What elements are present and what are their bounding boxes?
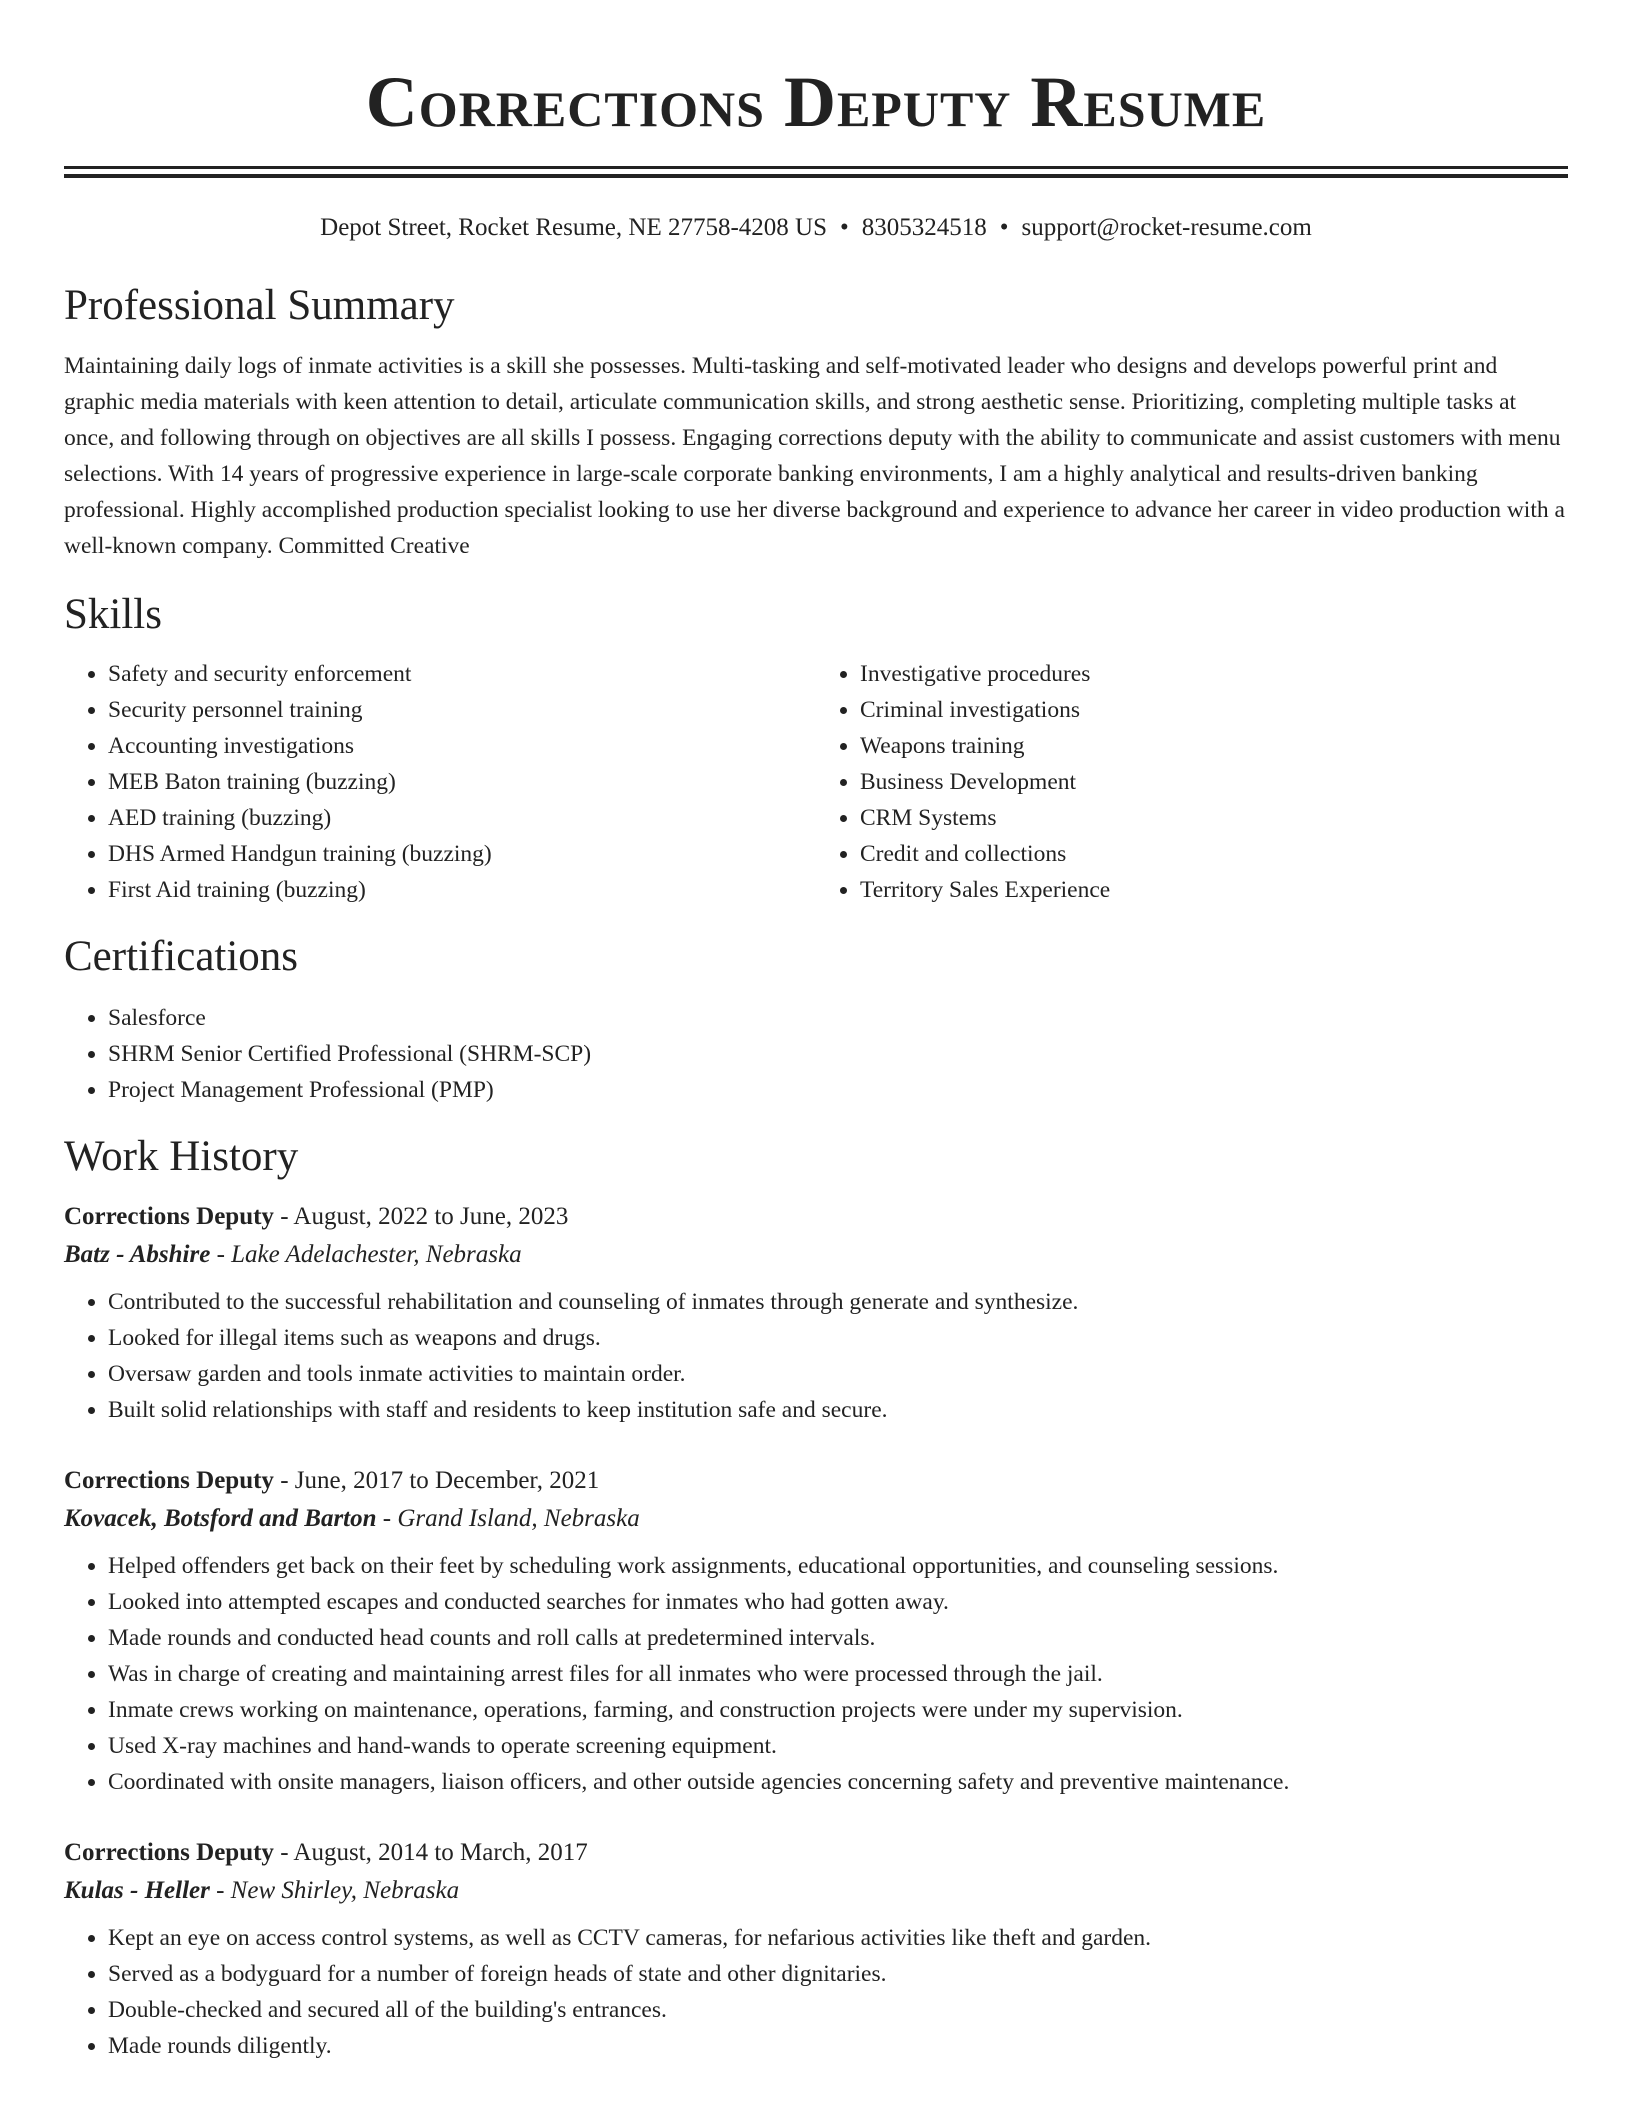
- skills-list-right: [816, 656, 1568, 908]
- job-entry: [64, 1834, 1568, 2064]
- skill-item: • Weapons training: [860, 728, 1568, 764]
- job-entry: [64, 1198, 1568, 1428]
- job-bullet: • Made rounds diligently.: [108, 2028, 1568, 2064]
- contact-line: [64, 213, 1568, 243]
- contact-address: Depot Street, Rocket Resume, NE 27758-4208 US: [320, 214, 828, 241]
- job-title-line: [64, 1198, 1568, 1236]
- skill-item: • DHS Armed Handgun training (buzzing): [108, 836, 816, 872]
- skill-item: • Accounting investigations: [108, 728, 816, 764]
- job-bullet: • Was in charge of creating and maintaining arrest files for all inmates who were processed through the jail.: [108, 1656, 1568, 1692]
- certification-item: • Salesforce: [108, 1000, 1568, 1036]
- skill-item: • Business Development: [860, 764, 1568, 800]
- job-dates: - August, 2014 to March, 2017: [273, 1839, 588, 1866]
- skill-item: • MEB Baton training (buzzing): [108, 764, 816, 800]
- job-bullet: • Double-checked and secured all of the building's entrances.: [108, 1992, 1568, 2028]
- skill-item: • AED training (buzzing): [108, 800, 816, 836]
- job-bullet: • Inmate crews working on maintenance, operations, farming, and construction projects were under my supervision.: [108, 1692, 1568, 1728]
- summary-heading: Professional Summary: [64, 282, 455, 329]
- skill-item: • CRM Systems: [860, 800, 1568, 836]
- certification-item: • SHRM Senior Certified Professional (SHRM-SCP): [108, 1036, 1568, 1072]
- certifications-heading: Certifications: [64, 933, 299, 980]
- job-bullet: • Contributed to the successful rehabilitation and counseling of inmates through generate and synthesize.: [108, 1284, 1568, 1320]
- job-bullets: [64, 1284, 1568, 1428]
- job-role: Corrections Deputy: [64, 1839, 274, 1866]
- job-bullets: [64, 1920, 1568, 2064]
- job-bullet: • Made rounds and conducted head counts and roll calls at predetermined intervals.: [108, 1620, 1568, 1656]
- job-location: - Lake Adelachester, Nebraska: [210, 1241, 522, 1268]
- job-role: Corrections Deputy: [64, 1203, 274, 1230]
- job-company-line: [64, 1872, 1568, 1910]
- job-bullets: [64, 1548, 1568, 1800]
- skill-item: • First Aid training (buzzing): [108, 872, 816, 908]
- job-company: Batz - Abshire: [64, 1241, 211, 1268]
- skills-grid: [64, 656, 1568, 908]
- job-title-line: [64, 1834, 1568, 1872]
- resume-title: Corrections Deputy Resume: [365, 62, 1267, 142]
- job-bullet: • Served as a bodyguard for a number of foreign heads of state and other dignitaries.: [108, 1956, 1568, 1992]
- job-company-line: [64, 1500, 1568, 1538]
- job-dates: - June, 2017 to December, 2021: [273, 1467, 600, 1494]
- skill-item: • Criminal investigations: [860, 692, 1568, 728]
- skill-item: • Security personnel training: [108, 692, 816, 728]
- skills-list-left: [64, 656, 816, 908]
- work-history-heading: Work History: [64, 1133, 299, 1180]
- job-entry: [64, 1462, 1568, 1800]
- job-bullet: • Kept an eye on access control systems, as well as CCTV cameras, for nefarious activities like theft and garden.: [108, 1920, 1568, 1956]
- skill-item: • Credit and collections: [860, 836, 1568, 872]
- job-role: Corrections Deputy: [64, 1467, 274, 1494]
- certification-item: • Project Management Professional (PMP): [108, 1072, 1568, 1108]
- certifications-list: [64, 1000, 1568, 1108]
- contact-phone: 8305324518: [861, 214, 987, 241]
- contact-separator: •: [840, 214, 849, 241]
- job-title-line: [64, 1462, 1568, 1500]
- skill-item: • Safety and security enforcement: [108, 656, 816, 692]
- job-bullet: • Used X-ray machines and hand-wands to operate screening equipment.: [108, 1728, 1568, 1764]
- job-company: Kovacek, Botsford and Barton: [64, 1505, 377, 1532]
- skill-item: • Investigative procedures: [860, 656, 1568, 692]
- job-dates: - August, 2022 to June, 2023: [273, 1203, 569, 1230]
- job-location: - New Shirley, Nebraska: [209, 1877, 460, 1904]
- job-bullet: • Built solid relationships with staff and residents to keep institution safe and secure.: [108, 1392, 1568, 1428]
- job-location: - Grand Island, Nebraska: [376, 1505, 640, 1532]
- title-divider: [64, 166, 1568, 178]
- job-bullet: • Looked into attempted escapes and conducted searches for inmates who had gotten away.: [108, 1584, 1568, 1620]
- job-company: Kulas - Heller: [64, 1877, 210, 1904]
- contact-email: support@rocket-resume.com: [1021, 214, 1312, 241]
- job-bullet: • Coordinated with onsite managers, liaison officers, and other outside agencies concerning safety and preventive maintenance.: [108, 1764, 1568, 1800]
- skill-item: • Territory Sales Experience: [860, 872, 1568, 908]
- job-bullet: • Oversaw garden and tools inmate activities to maintain order.: [108, 1356, 1568, 1392]
- summary-text: Maintaining daily logs of inmate activities is a skill she possesses. Multi-tasking and self-motivated leader who designs and develops powerful print and graphic media materials with keen attention to detail, articulate communication skills, and strong aesthetic sense. Prioritizing, completing multiple tasks at once, and following through on objectives are all skills I possess. Engaging corrections deputy with the ability to communicate and assist customers with menu selections. With 14 years of progressive experience in large-scale corporate banking environments, I am a highly analytical and results-driven banking professional. Highly accomplished production specialist looking to use her diverse background and experience to advance her career in video production with a well-known company. Committed Creative: [64, 353, 1565, 559]
- skills-heading: Skills: [64, 591, 162, 638]
- contact-separator: •: [999, 214, 1009, 241]
- job-bullet: • Looked for illegal items such as weapons and drugs.: [108, 1320, 1568, 1356]
- job-company-line: [64, 1236, 1568, 1274]
- job-bullet: • Helped offenders get back on their feet by scheduling work assignments, educational opportunities, and counseling sessions.: [108, 1548, 1568, 1584]
